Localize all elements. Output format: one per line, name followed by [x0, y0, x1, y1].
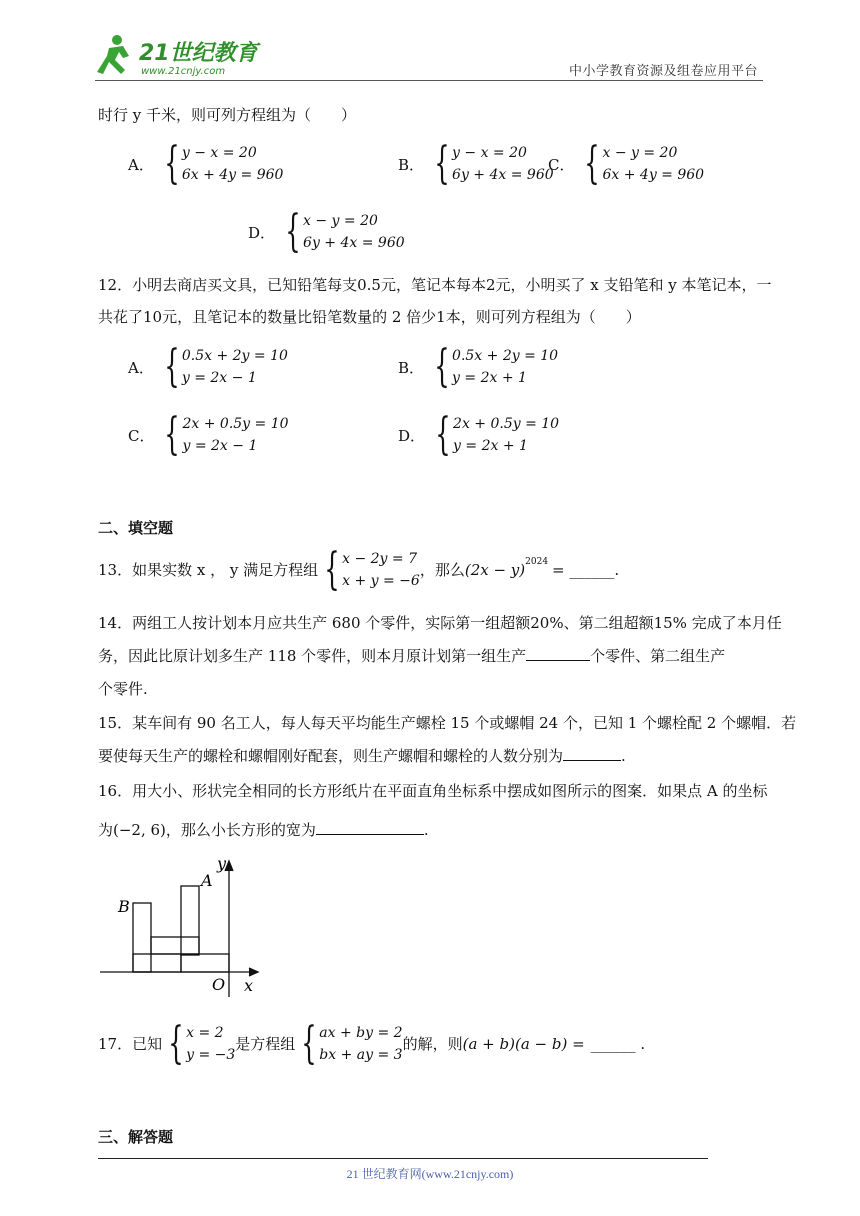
footer-divider [98, 1158, 708, 1159]
brace-icon: { [164, 409, 181, 460]
option-label: D． [398, 426, 426, 445]
option-label: C． [548, 155, 575, 174]
brace-icon: { [434, 138, 450, 189]
rect-bottom-left [133, 954, 181, 972]
equation: y − x = 20 [181, 145, 257, 161]
brace-icon: { [434, 341, 450, 392]
equation: 6y + 4x = 960 [452, 167, 554, 183]
q11-option-a[interactable] [128, 138, 284, 189]
q12-option-c[interactable] [128, 409, 289, 460]
brace-icon: { [164, 138, 180, 189]
q17 [98, 1018, 646, 1069]
equation: 0.5x + 2y = 10 [181, 348, 288, 364]
option-label: D． [248, 223, 276, 242]
option-label: A． [128, 155, 154, 174]
q11-option-c[interactable] [548, 138, 705, 189]
equation: x − y = 20 [602, 145, 678, 161]
q15-line2-b: . [621, 747, 626, 765]
brace-icon: { [584, 138, 601, 189]
q14-line1: 14．两组工人按计划本月应共生产 680 个零件，实际第一组超额20%、第二组超额15% 完成了本月任 [98, 614, 782, 632]
option-label: B． [398, 358, 425, 377]
option-label: C． [128, 426, 155, 445]
q15-line2 [98, 744, 626, 767]
rect-bottom-right [181, 954, 229, 972]
site-logo [95, 30, 265, 82]
header-divider [95, 80, 763, 81]
brace-icon: { [301, 1018, 317, 1069]
q16-line1: 16．用大小、形状完全相同的长方形纸片在平面直角坐标系中摆成如图所示的图案．如果点 A 的坐标 [98, 782, 768, 800]
q13-answer-blank[interactable]: = ______. [552, 561, 620, 579]
q15-line1: 15．某车间有 90 名工人，每人每天平均能生产螺栓 15 个或螺帽 24 个，已知 1 个螺栓配 2 个螺帽．若 [98, 714, 797, 732]
equation: 2x + 0.5y = 10 [182, 416, 289, 432]
header-platform-text: 中小学教育资源及组卷应用平台 [569, 64, 759, 79]
logo-text: 21世纪教育 [139, 41, 258, 66]
q16-line2 [98, 818, 429, 841]
equation: y = 2x − 1 [181, 370, 257, 386]
q14-line2 [98, 644, 725, 667]
x-axis-arrow [249, 968, 258, 976]
q15-blank[interactable] [563, 744, 621, 761]
equation: y = −3 [186, 1047, 236, 1063]
equation: 6x + 4y = 960 [602, 167, 705, 183]
q17-middle: 是方程组 [235, 1035, 296, 1053]
equation: y − x = 20 [452, 145, 527, 161]
equation: y = 2x − 1 [182, 438, 258, 454]
q13-middle: ，那么 [419, 561, 465, 579]
q17-expression: (a + b)(a − b) = [462, 1035, 585, 1053]
equation: y = 2x + 1 [453, 438, 528, 454]
brace-icon: { [324, 544, 340, 595]
brace-icon: { [285, 206, 301, 257]
q17-prefix: 17．已知 [98, 1035, 163, 1053]
q12-option-a[interactable] [128, 341, 288, 392]
origin-label: O [212, 975, 226, 994]
rect-horizontal-top [151, 937, 199, 954]
equation: bx + ay = 3 [319, 1047, 403, 1063]
q13-expression: (2x − y) [464, 561, 526, 579]
option-label: B． [398, 155, 425, 174]
equation: x − 2y = 7 [342, 551, 417, 567]
q14-blank-1[interactable] [526, 644, 590, 661]
q12-option-d[interactable] [398, 409, 560, 460]
y-axis-arrow [225, 861, 233, 871]
q14-line2-a: 务，因此比原计划多生产 118 个零件，则本月原计划第一组生产 [98, 647, 527, 665]
equation: x + y = −6 [342, 573, 420, 589]
q16-line2-b: . [423, 821, 429, 839]
q14-line2-b: 个零件、第二组生产 [590, 647, 726, 665]
q12-line2: 共花了10元，且笔记本的数量比铅笔数量的 2 倍少1本，则可列方程组为（ ） [98, 308, 641, 326]
q16-line2-a: 为(−2, 6)，那么小长方形的宽为 [98, 821, 316, 839]
footer-text[interactable]: 21 世纪教育网(www.21cnjy.com) [346, 1167, 514, 1181]
q11-option-d[interactable] [248, 206, 405, 257]
equation: x = 2 [186, 1025, 224, 1041]
q11-stem: 时行 y 千米，则可列方程组为（ ） [98, 106, 357, 124]
q15-line2-a: 要使每天生产的螺栓和螺帽刚好配套，则生产螺帽和螺栓的人数分别为 [98, 747, 564, 765]
section-heading: 二、填空题 [98, 519, 174, 537]
q13 [98, 544, 620, 595]
brace-icon: { [168, 1018, 184, 1069]
point-b-label: B [118, 897, 130, 916]
y-axis-label: y [217, 855, 227, 873]
section-heading: 三、解答题 [98, 1128, 174, 1146]
rect-a [181, 886, 199, 955]
q12-option-b[interactable] [398, 341, 559, 392]
q13-prefix: 13．如果实数 x ， y 满足方程组 [98, 561, 319, 579]
equation: 2x + 0.5y = 10 [453, 416, 560, 432]
rect-b [133, 903, 151, 972]
q11-option-b[interactable] [398, 138, 554, 189]
equation: 6y + 4x = 960 [303, 235, 405, 251]
option-label: A． [128, 358, 154, 377]
q17-answer-blank[interactable]: ______ . [590, 1035, 646, 1053]
equation: y = 2x + 1 [452, 370, 527, 386]
q16-figure [96, 855, 266, 1005]
equation: 6x + 4y = 960 [181, 167, 284, 183]
equation: ax + by = 2 [319, 1025, 403, 1041]
x-axis-label: x [244, 976, 254, 995]
equation: x − y = 20 [303, 213, 378, 229]
q16-blank[interactable] [316, 818, 424, 835]
q13-power: 2024 [525, 557, 549, 567]
q14-line3: 个零件. [98, 680, 148, 698]
q17-suffix-a: 的解，则 [402, 1035, 463, 1053]
q12-line1: 12．小明去商店买文具，已知铅笔每支0.5元，笔记本每本2元，小明买了 x 支铅笔和 y 本笔记本，一 [98, 276, 772, 294]
brace-icon: { [164, 341, 180, 392]
equation: 0.5x + 2y = 10 [452, 348, 559, 364]
logo-url: www.21cnjy.com [141, 66, 226, 77]
point-a-label: A [201, 871, 213, 890]
brace-icon: { [435, 409, 451, 460]
